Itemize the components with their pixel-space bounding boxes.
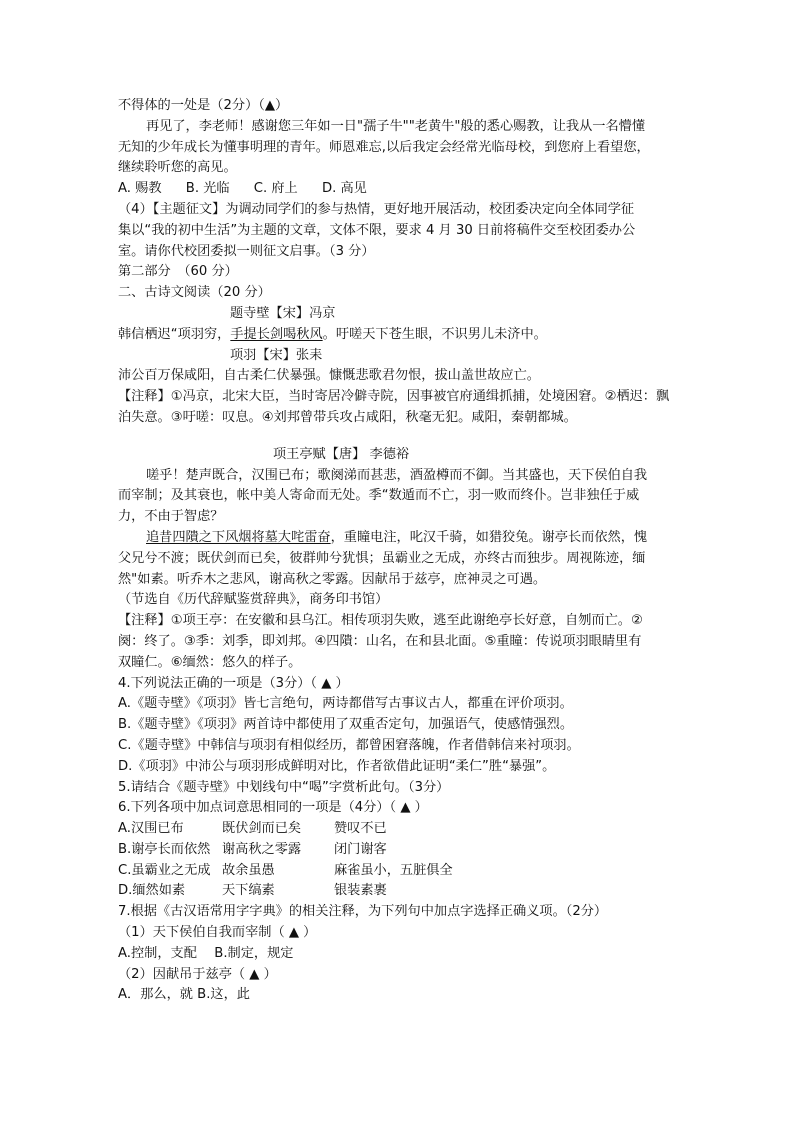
q3-option-c: C. 府上 [253,181,298,197]
q7-sub2: （2）因献吊于兹亭（ ▲ ） [118,966,277,982]
notes1-line-1: 【注释】①冯京，北宋大臣，当时寄居冷僻寺院，因事被官府通缉抓捕，处境困窘。②栖迟：飘 [118,389,670,405]
notes2-line-1: 【注释】①项王亭：在安徽和县乌江。相传项羽失败，逃至此谢绝亭长好意，自刎而亡。② [118,613,643,629]
fu-line-6: 然"如素。听乔木之悲风，谢高秋之零露。因献吊于兹亭，庶神灵之可遇。 [118,571,547,587]
fu-line-5: 父兄兮不渡；既伏剑而已矣，彼群帅兮犹惧；虽霸业之无成，亦终古而独步。周视陈迹，缅 [118,550,646,566]
q4b-option-a: A.《题寺壁》《项羽》皆七言绝句，两诗都借写古事议古人，都重在评价项羽。 [118,696,573,712]
q3-option-d: D. 高见 [321,181,367,197]
fu-line-3: 力，不由于智虑？ [118,509,224,525]
q5-stem: 5.请结合《题寺壁》中划线句中“喝”字赏析此句。（3分） [118,779,450,795]
q4b-option-b: B.《题寺壁》《项羽》两首诗中都使用了双重否定句，加强语气，使感情强烈。 [118,717,574,733]
part-two-heading: 第二部分 （60 分） [118,264,238,280]
fu-title: 项王亭赋【唐】 李德裕 [273,446,410,462]
q4b-option-d: D.《项羽》中沛公与项羽形成鲜明对比，作者欲借此证明“柔仁”胜“暴强”。 [118,758,556,774]
q4b-option-c: C.《题寺壁》中韩信与项羽有相似经历，都曾困窘落魄，作者借韩信来衬项羽。 [118,737,580,753]
q4-prompt-line-1: （4）【主题征文】为调动同学们的参与热情，更好地开展活动，校团委决定向全体同学征 [118,201,635,217]
notes2-line-2: 阕：终了。③季：刘季，即刘邦。④四隤：山名，在和县北面。⑤重瞳：传说项羽眼睛里有 [118,633,642,649]
q6-row-c: C.虽霸业之无成 故余虽愚 麻雀虽小，五脏俱全 [118,862,453,878]
exam-page [118,96,678,1006]
fu-line-4: 追昔四隤之下风烟将墓大咤雷奋，重瞳电注，叱汉千骑，如猎狡兔。谢亭长而依然，愧 [146,529,648,545]
fu-source: （节选自《历代辞赋鉴赏辞典》，商务印书馆） [118,592,389,608]
poem1-title: 题寺壁【宋】冯京 [230,305,336,321]
q4b-stem: 4.下列说法正确的一项是（3分）（ ▲ ） [118,675,349,691]
q6-row-d: D.缅然如素 天下缟素 银装素裹 [118,883,387,899]
fu-underlined-sentence: 追昔四隤之下风烟将墓大咤雷奋 [146,529,331,545]
fu-line-1: 嗟乎！楚声既合，汉围已布；歌阕涕而甚悲，酒盈樽而不御。当其盛也，天下侯伯自我 [146,467,648,483]
q6-row-a: A.汉围已布 既伏剑而已矣 赞叹不已 [118,821,387,837]
q4-prompt-line-2: 集以“我的初中生活”为主题的文章，文体不限，要求 4 月 30 日前将稿件交至校团委办公 [118,222,636,238]
q3-passage-line-1: 再见了，李老师！感谢您三年如一日"孺子牛""老黄牛"般的悉心赐教，让我从一名懵懂 [146,118,646,134]
q3-passage-line-3: 继续聆听您的高见。 [118,160,237,176]
q3-passage-line-2: 无知的少年成长为懂事明理的青年。师恩难忘,以后我定会经常光临母校，到您府上看望您， [118,139,650,155]
q3-stem: 不得体的一处是（2分）（▲） [118,98,289,113]
poem1-underlined-line: 手提长剑喝秋风 [230,326,323,342]
poem2-text: 沛公百万保咸阳，自古柔仁伏暴强。慷慨悲歌君勿恨，拔山盖世故应亡。 [118,368,540,384]
notes1-line-2: 泊失意。③吁嗟：叹息。④刘邦曾带兵攻占咸阳，秋毫无犯。咸阳，秦朝都城。 [118,409,577,425]
q7-sub1-options: A.控制，支配 B.制定，规定 [118,945,294,961]
fu-line-2: 而宰制；及其衰也，帐中美人寄命而无处。季“数遁而不亡，羽一败而终仆。岂非独任于威 [118,488,640,504]
poem2-title: 项羽【宋】张耒 [230,347,323,363]
q7-sub1: （1）天下侯伯自我而宰制（ ▲ ） [118,925,317,941]
q3-options [118,179,678,200]
q7-stem: 7.根据《古汉语常用字字典》的相关注释，为下列句中加点字选择正确义项。（2分） [118,904,608,920]
q4-prompt-line-3: 室。请你代校团委拟一则征文启事。（3 分） [118,243,375,259]
q3-option-a: A. 赐教 [118,181,162,197]
q6-stem: 6.下列各项中加点词意思相同的一项是（4分）（ ▲ ） [118,800,428,816]
q7-sub2-options: A．那么，就 B.这，此 [118,987,250,1003]
notes2-line-3: 双瞳仁。⑥缅然：悠久的样子。 [118,654,302,670]
section-two-heading: 二、古诗文阅读（20 分） [118,285,271,301]
q3-option-b: B. 光临 [185,181,230,197]
poem1-text: 韩信栖迟“项羽穷，手提长剑喝秋风。吁嗟天下苍生眼，不识男儿未济中。 [118,326,547,342]
q6-row-b: B.谢亭长而依然 谢高秋之零露 闭门谢客 [118,841,387,857]
